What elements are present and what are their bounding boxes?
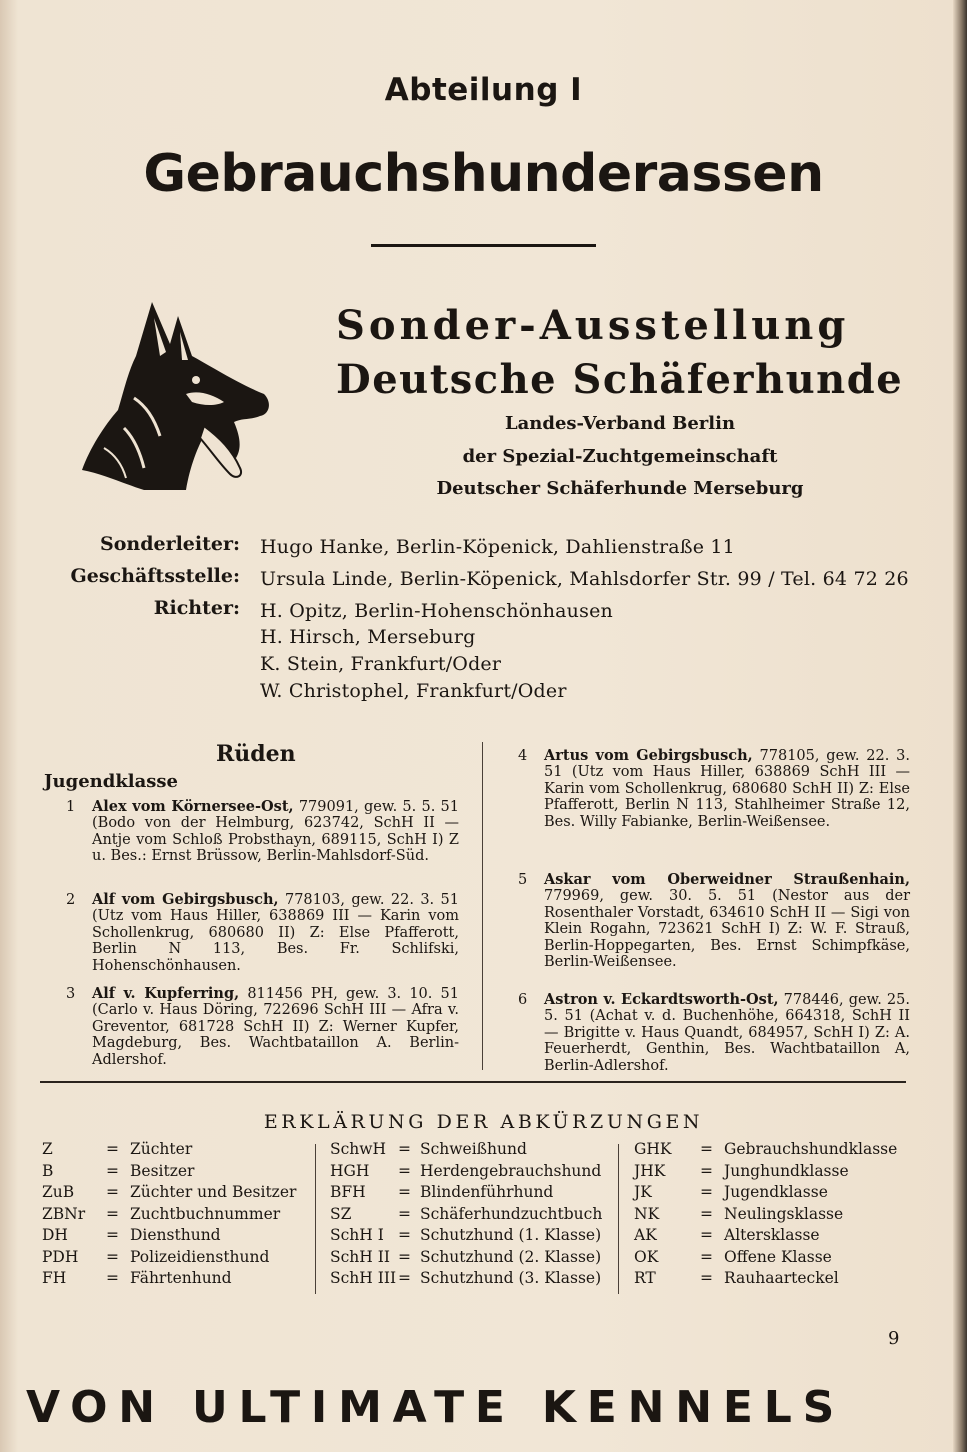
geschaeftsstelle-value: Ursula Linde, Berlin-Köpenick, Mahlsdorfer Str. 99 / Tel. 64 72 26 — [260, 568, 909, 590]
equals-sign: = — [106, 1183, 119, 1201]
equals-sign: = — [106, 1204, 119, 1223]
entry-number: 4 — [518, 748, 528, 764]
abbreviation-meaning: Rauhaarteckel — [724, 1269, 839, 1287]
abbreviation: B — [42, 1161, 54, 1180]
abbreviation-meaning: Züchter und Besitzer — [130, 1183, 297, 1201]
abbreviation-meaning: Offene Klasse — [724, 1247, 832, 1266]
abbreviation: AK — [634, 1226, 657, 1244]
dog-name: Alf vom Gebirgsbusch, — [92, 891, 279, 908]
equals-sign: = — [700, 1161, 713, 1180]
abbreviation-meaning: Besitzer — [130, 1161, 195, 1180]
department-heading: Abteilung I — [384, 72, 583, 108]
abbreviation: FH — [42, 1269, 67, 1287]
abbreviation-meaning: Altersklasse — [724, 1226, 820, 1244]
abbreviation: SZ — [330, 1204, 352, 1223]
abbreviation: BFH — [330, 1183, 366, 1201]
abbreviation: OK — [634, 1247, 659, 1266]
richter-item: H. Hirsch, Merseburg — [260, 626, 476, 648]
abbreviation-meaning: Jugendklasse — [724, 1183, 828, 1201]
abbreviation-meaning: Neulingsklasse — [724, 1204, 844, 1223]
abbreviation: Z — [42, 1140, 53, 1158]
abbreviation-meaning: Diensthund — [130, 1226, 221, 1244]
equals-sign: = — [398, 1140, 411, 1158]
equals-sign: = — [700, 1226, 713, 1244]
abbreviation: GHK — [634, 1140, 672, 1158]
abbreviation: ZuB — [42, 1183, 75, 1201]
equals-sign: = — [398, 1183, 411, 1201]
list-item — [66, 985, 459, 1068]
column-divider — [482, 742, 483, 1070]
show-subtitle-3: Deutscher Schäferhunde Merseburg — [436, 478, 804, 499]
equals-sign: = — [398, 1161, 411, 1180]
page-number: 9 — [888, 1328, 900, 1349]
abbreviation: NK — [634, 1204, 660, 1223]
column-divider — [618, 1144, 619, 1294]
richter-item: K. Stein, Frankfurt/Oder — [260, 653, 502, 675]
abbreviation-meaning: Schutzhund (3. Klasse) — [420, 1269, 602, 1287]
show-subtitle-2: der Spezial-Zuchtgemeinschaft — [462, 446, 778, 467]
dog-name: Alf v. Kupferring, — [92, 985, 240, 1002]
dog-name: Artus vom Gebirgsbusch, — [544, 747, 753, 764]
abbreviations-title: ERKLÄRUNG DER ABKÜRZUNGEN — [263, 1111, 704, 1133]
abbreviation-meaning: Zuchtbuchnummer — [130, 1204, 281, 1223]
abbreviation: ZBNr — [42, 1204, 86, 1223]
watermark: VON ULTIMATE KENNELS — [26, 1382, 846, 1433]
class-heading: Jugendklasse — [44, 771, 179, 792]
abbreviation-meaning: Polizeidiensthund — [130, 1247, 270, 1266]
equals-sign: = — [700, 1269, 713, 1287]
abbreviation: HGH — [330, 1161, 370, 1180]
equals-sign: = — [398, 1204, 411, 1223]
equals-sign: = — [106, 1140, 119, 1158]
show-title-line-2: Deutsche Schäferhunde — [336, 356, 904, 403]
abbreviation: SchH III — [330, 1269, 397, 1287]
richter-label: Richter: — [153, 597, 240, 619]
sonderleiter-label: Sonderleiter: — [99, 533, 240, 555]
german-shepherd-head-icon — [74, 298, 274, 494]
richter-item: H. Opitz, Berlin-Hohenschönhausen — [260, 600, 613, 622]
geschaeftsstelle-label: Geschäftsstelle: — [70, 565, 240, 587]
entry-number: 6 — [518, 992, 528, 1008]
section-divider — [40, 1081, 906, 1083]
abbreviation-meaning: Gebrauchshundklasse — [724, 1140, 898, 1158]
entry-text: 779969, gew. 30. 5. 51 (Nestor aus der Rosenthaler Vorstadt, 634610 SchH II — Sigi von Klein Rogahn, 723621 SchH I) Z: W. F. Strauß, Berlin-Hoppegarten, Bes. Ernst Schimpfkäse, Berlin-Weißensee. — [544, 888, 910, 971]
list-item — [518, 871, 910, 971]
entry-text: 779091, gew. 5. 5. 51 (Bodo von der Helmburg, 623742, SchH II — Antje vom Schloß Probsthayn, 689115, SchH I) Z u. Bes.: Ernst Brüssow, Berlin-Mahlsdorf-Süd. — [92, 799, 459, 865]
abbreviation: SchwH — [330, 1140, 387, 1158]
equals-sign: = — [398, 1247, 411, 1266]
equals-sign: = — [700, 1183, 713, 1201]
page-title: Gebrauchshunderassen — [143, 144, 824, 204]
list-item — [66, 798, 459, 865]
abbreviation-meaning: Schweißhund — [420, 1140, 527, 1158]
equals-sign: = — [106, 1247, 119, 1266]
equals-sign: = — [398, 1226, 411, 1244]
entry-text: 778105, gew. 22. 3. 51 (Utz vom Haus Hiller, 638869 SchH III — Karin vom Schollenkrug, 680680 SchH II) Z: Else Pfafferott, Berlin N 113, Stahlheimer Straße 12, Bes. Willy Fabianke, Berlin-Weißensee. — [544, 748, 910, 830]
abbreviation-meaning: Herdengebrauchshund — [420, 1161, 602, 1180]
title-underline — [371, 244, 596, 247]
equals-sign: = — [398, 1269, 411, 1287]
abbreviation-meaning: Schutzhund (2. Klasse) — [420, 1247, 602, 1266]
equals-sign: = — [106, 1226, 119, 1244]
abbreviation-meaning: Schutzhund (1. Klasse) — [420, 1226, 602, 1244]
abbreviation: DH — [42, 1226, 68, 1244]
dog-name: Askar vom Oberweidner Straußenhain, — [544, 871, 910, 888]
entry-text: 778103, gew. 22. 3. 51 (Utz vom Haus Hiller, 638869 III — Karin vom Schollenkrug, 680680 II) Z: Else Pfafferott, Berlin N 113, Bes. Fr. Schlifski, Hohenschönhausen. — [92, 892, 460, 974]
sonderleiter-value: Hugo Hanke, Berlin-Köpenick, Dahlienstraße 11 — [260, 536, 735, 558]
column-divider — [315, 1144, 316, 1294]
entry-text: 778446, gew. 25. 5. 51 (Achat v. d. Buchenhöhe, 664318, SchH II — Brigitte v. Haus Quandt, 684957, SchH I) Z: A. Feuerherdt, Genthin, Bes. Wachtbataillon A, Berlin-Adlershof. — [544, 992, 910, 1074]
abbreviation: PDH — [42, 1247, 79, 1266]
abbreviation: SchH I — [330, 1226, 384, 1244]
page-edge-shadow — [953, 0, 967, 1452]
show-subtitle-1: Landes-Verband Berlin — [504, 413, 736, 434]
equals-sign: = — [700, 1247, 713, 1266]
abbreviation: RT — [634, 1269, 656, 1287]
abbreviation: JHK — [634, 1161, 666, 1180]
abbreviation: SchH II — [330, 1247, 390, 1266]
equals-sign: = — [700, 1140, 713, 1158]
dog-name: Astron v. Eckardtsworth-Ost, — [544, 991, 779, 1008]
show-title-line-1: Sonder-Ausstellung — [336, 302, 850, 349]
richter-item: W. Christophel, Frankfurt/Oder — [260, 680, 567, 702]
entry-text: 811456 PH, gew. 3. 10. 51 (Carlo v. Haus Döring, 722696 SchH III — Afra v. Greventor, 681728 SchH II) Z: Werner Kupfer, Magdeburg, Bes. Wachtbataillon A. Berlin-Adlershof. — [92, 986, 459, 1068]
entry-number: 3 — [66, 986, 76, 1002]
abbreviation: JK — [634, 1183, 652, 1201]
abbreviation-meaning: Schäferhundzuchtbuch — [420, 1204, 603, 1223]
abbreviation-meaning: Fährtenhund — [130, 1269, 232, 1287]
list-item — [518, 991, 910, 1074]
equals-sign: = — [700, 1204, 713, 1223]
equals-sign: = — [106, 1161, 119, 1180]
abbreviation-meaning: Junghundklasse — [724, 1161, 849, 1180]
list-item — [518, 747, 910, 830]
section-title: Rüden — [216, 741, 296, 767]
entry-number: 1 — [66, 799, 76, 815]
abbreviation-meaning: Züchter — [130, 1140, 193, 1158]
entry-number: 5 — [518, 872, 528, 888]
abbreviation-meaning: Blindenführhund — [420, 1183, 554, 1201]
entry-number: 2 — [66, 892, 76, 908]
list-item — [66, 891, 460, 974]
equals-sign: = — [106, 1269, 119, 1287]
dog-name: Alex vom Körnersee-Ost, — [92, 798, 294, 815]
